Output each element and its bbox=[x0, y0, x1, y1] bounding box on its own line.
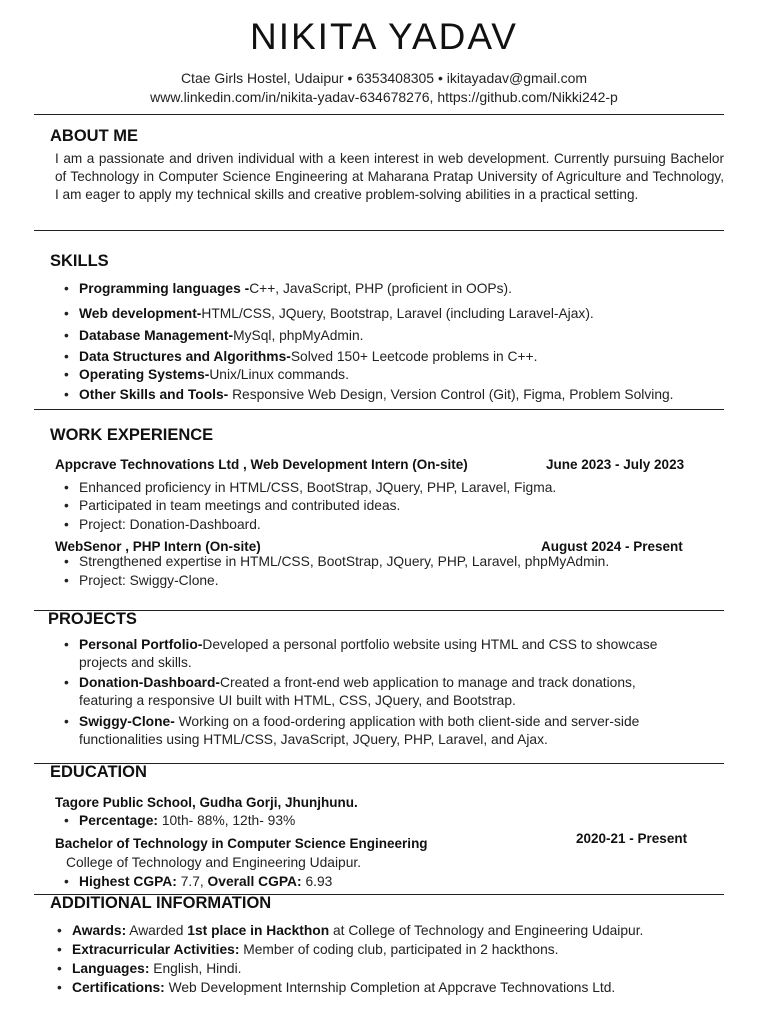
job-bullet: • Enhanced proficiency in HTML/CSS, BootStrap, JQuery, PHP, Laravel, Figma. bbox=[79, 480, 556, 495]
certifications-item: • Certifications: Web Development Internship Completion at Appcrave Technovations Ltd. bbox=[72, 980, 615, 995]
skill-item: • Programming languages -C++, JavaScript, PHP (proficient in OOPs). bbox=[79, 281, 512, 296]
job-bullet: • Project: Donation-Dashboard. bbox=[79, 517, 261, 532]
divider bbox=[34, 409, 724, 410]
job-date: June 2023 - July 2023 bbox=[546, 457, 685, 472]
projects-heading: PROJECTS bbox=[48, 610, 137, 628]
divider bbox=[34, 230, 724, 231]
degree-name: Bachelor of Technology in Computer Science Engineering bbox=[55, 836, 428, 851]
project-item: • Swiggy-Clone- Working on a food-ordering application with both client-side and server-side bbox=[79, 714, 639, 729]
candidate-name: NIKITA YADAV bbox=[249, 16, 518, 57]
skill-item: • Other Skills and Tools- Responsive Web Design, Version Control (Git), Figma, Problem Solving. bbox=[79, 387, 674, 402]
skills-heading: SKILLS bbox=[50, 252, 109, 270]
cgpa: • Highest CGPA: 7.7, Overall CGPA: 6.93 bbox=[79, 874, 332, 889]
school-percentage: • Percentage: 10th- 88%, 12th- 93% bbox=[79, 813, 295, 828]
job-title: Appcrave Technovations Ltd , Web Development Intern (On-site) bbox=[55, 457, 468, 472]
contact-line-links: www.linkedin.com/in/nikita-yadav-634678276, https://github.com/Nikki242-p bbox=[150, 89, 618, 105]
job-bullet: • Strengthened expertise in HTML/CSS, BootStrap, JQuery, PHP, Laravel, phpMyAdmin. bbox=[79, 554, 609, 569]
job-title: WebSenor , PHP Intern (On-site) bbox=[55, 539, 261, 554]
languages-item: • Languages: English, Hindi. bbox=[72, 961, 241, 976]
job-bullet: • Project: Swiggy-Clone. bbox=[79, 573, 219, 588]
job-bullet: • Participated in team meetings and contributed ideas. bbox=[79, 498, 400, 513]
skill-item: • Database Management-MySql, phpMyAdmin. bbox=[79, 328, 363, 343]
skill-item: • Data Structures and Algorithms-Solved 150+ Leetcode problems in C++. bbox=[79, 349, 537, 364]
awards-item: • Awards: Awarded 1st place in Hackthon at College of Technology and Engineering Udaipur. bbox=[72, 923, 643, 938]
divider bbox=[34, 610, 724, 611]
about-text: I am a passionate and driven individual with a keen interest in web development. Currently pursuing Bachelor of Technology in Computer Science Engineering at Maharana Pratap University of Agriculture and Technology, I am eager to apply my technical skills and creative problem-solving abilities in a practical setting. bbox=[55, 151, 724, 203]
additional-heading: ADDITIONAL INFORMATION bbox=[50, 894, 272, 912]
degree-date: 2020-21 - Present bbox=[576, 831, 688, 846]
job-date: August 2024 - Present bbox=[541, 539, 683, 554]
college-name: College of Technology and Engineering Udaipur. bbox=[66, 855, 362, 870]
project-item-continuation: functionalities using HTML/CSS, JavaScript, JQuery, PHP, Laravel, and Ajax. bbox=[79, 732, 548, 747]
skill-item: • Web development-HTML/CSS, JQuery, Bootstrap, Laravel (including Laravel-Ajax). bbox=[79, 306, 594, 321]
project-item-continuation: featuring a responsive UI built with HTML, CSS, JQuery, and Bootstrap. bbox=[79, 693, 516, 708]
extracurricular-item: • Extracurricular Activities: Member of coding club, participated in 2 hackthons. bbox=[72, 942, 558, 957]
school-name: Tagore Public School, Gudha Gorji, Jhunjhunu. bbox=[55, 795, 358, 810]
about-heading: ABOUT ME bbox=[50, 127, 138, 145]
project-item: • Personal Portfolio-Developed a personal portfolio website using HTML and CSS to showcase bbox=[79, 637, 657, 652]
work-heading: WORK EXPERIENCE bbox=[50, 426, 214, 444]
divider bbox=[34, 114, 724, 115]
contact-line-address-phone-email: Ctae Girls Hostel, Udaipur • 6353408305 • ikitayadav@gmail.com bbox=[180, 70, 588, 86]
skill-item: • Operating Systems-Unix/Linux commands. bbox=[79, 367, 349, 382]
education-heading: EDUCATION bbox=[50, 763, 147, 781]
project-item: • Donation-Dashboard-Created a front-end web application to manage and track donations, bbox=[79, 675, 636, 690]
project-item-continuation: projects and skills. bbox=[79, 655, 192, 670]
